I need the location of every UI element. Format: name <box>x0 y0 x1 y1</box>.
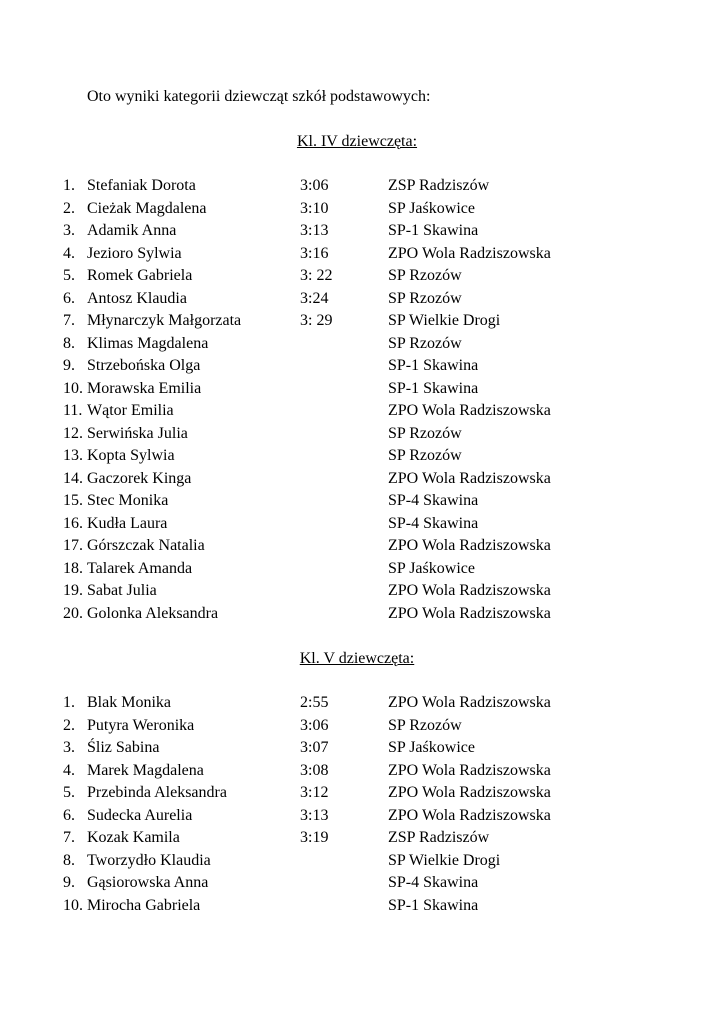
result-place: 8. <box>63 851 75 869</box>
result-row <box>0 805 724 828</box>
result-row <box>0 850 724 873</box>
result-name: Jezioro Sylwia <box>87 244 182 262</box>
result-school: SP-4 Skawina <box>388 492 479 509</box>
result-name: Stec Monika <box>87 492 169 509</box>
result-place: 10. <box>63 896 83 914</box>
result-name: Kudła Laura <box>87 514 168 532</box>
result-school: ZPO Wola Radziszowska <box>388 784 551 801</box>
result-name: Stefaniak Dorota <box>87 177 196 194</box>
result-place: 1. <box>63 177 75 194</box>
result-row <box>0 355 724 378</box>
result-row <box>0 827 724 850</box>
result-school: SP Rzozów <box>388 289 462 307</box>
result-name: Śliz Sabina <box>87 739 160 756</box>
result-place: 16. <box>63 514 83 532</box>
result-time: 3:24 <box>300 289 329 307</box>
result-row <box>0 513 724 536</box>
result-name: Serwińska Julia <box>87 424 188 442</box>
result-name: Sabat Julia <box>87 582 157 599</box>
result-name: Gąsiorowska Anna <box>87 874 209 891</box>
intro-text: Oto wyniki kategorii dziewcząt szkół podstawowych: <box>87 88 431 105</box>
result-name: Wątor Emilia <box>87 402 174 419</box>
result-time: 3:08 <box>300 761 329 779</box>
result-time: 3:13 <box>300 222 329 239</box>
result-name: Cieżak Magdalena <box>87 199 207 217</box>
result-row <box>0 490 724 513</box>
result-name: Antosz Klaudia <box>87 289 187 307</box>
result-name: Putyra Weronika <box>87 716 195 734</box>
result-row <box>0 872 724 895</box>
result-time: 3:13 <box>300 806 329 824</box>
result-time: 3: 22 <box>300 267 333 284</box>
result-name: Morawska Emilia <box>87 379 202 397</box>
result-name: Strzebońska Olga <box>87 357 201 374</box>
result-school: SP Jaśkowice <box>388 559 475 577</box>
result-place: 2. <box>63 716 75 734</box>
result-time: 3:06 <box>300 177 329 194</box>
result-school: ZPO Wola Radziszowska <box>388 582 551 599</box>
result-row <box>0 243 724 266</box>
result-place: 6. <box>63 806 75 824</box>
result-place: 2. <box>63 199 75 217</box>
result-school: SP Rzozów <box>388 424 462 442</box>
result-school: ZPO Wola Radziszowska <box>388 806 551 824</box>
result-row <box>0 400 724 423</box>
result-time: 2:55 <box>300 694 329 711</box>
result-row <box>0 220 724 243</box>
result-place: 19. <box>63 582 83 599</box>
result-name: Górszczak Natalia <box>87 537 205 554</box>
result-name: Kozak Kamila <box>87 829 180 846</box>
result-place: 7. <box>63 312 75 329</box>
result-name: Klimas Magdalena <box>87 334 209 352</box>
result-row <box>0 310 724 333</box>
result-place: 5. <box>63 784 75 801</box>
result-row <box>0 265 724 288</box>
result-school: ZPO Wola Radziszowska <box>388 244 551 262</box>
result-school: ZSP Radziszów <box>388 829 490 846</box>
result-place: 6. <box>63 289 75 307</box>
result-place: 17. <box>63 537 83 554</box>
result-school: SP Rzozów <box>388 267 462 284</box>
result-time: 3:07 <box>300 739 329 756</box>
result-time: 3:10 <box>300 199 329 217</box>
result-place: 18. <box>63 559 83 577</box>
result-place: 13. <box>63 447 83 464</box>
result-name: Młynarczyk Małgorzata <box>87 312 242 329</box>
result-time: 3:19 <box>300 829 329 846</box>
result-school: ZPO Wola Radziszowska <box>388 694 551 711</box>
result-place: 9. <box>63 874 75 891</box>
results-list-kl-iv <box>0 175 724 625</box>
result-row <box>0 692 724 715</box>
section-title-kl-iv: Kl. IV dziewczęta: <box>296 133 418 150</box>
result-row <box>0 445 724 468</box>
result-row <box>0 535 724 558</box>
result-place: 11. <box>63 402 83 419</box>
result-place: 8. <box>63 334 75 352</box>
result-school: SP-1 Skawina <box>388 896 479 914</box>
result-school: SP-1 Skawina <box>388 357 479 374</box>
result-name: Marek Magdalena <box>87 761 204 779</box>
result-name: Kopta Sylwia <box>87 447 175 464</box>
result-school: ZPO Wola Radziszowska <box>388 537 551 554</box>
result-name: Talarek Amanda <box>87 559 193 577</box>
result-time: 3:12 <box>300 784 329 801</box>
result-row <box>0 558 724 581</box>
result-place: 4. <box>63 244 75 262</box>
result-time: 3:06 <box>300 716 329 734</box>
result-row <box>0 715 724 738</box>
result-time: 3:16 <box>300 244 329 262</box>
result-name: Adamik Anna <box>87 222 177 239</box>
result-school: SP Jaśkowice <box>388 739 475 756</box>
result-row <box>0 378 724 401</box>
result-place: 5. <box>63 267 75 284</box>
result-school: SP-1 Skawina <box>388 379 479 397</box>
result-school: SP-1 Skawina <box>388 222 479 239</box>
result-place: 7. <box>63 829 75 846</box>
result-school: ZPO Wola Radziszowska <box>388 402 551 419</box>
result-time: 3: 29 <box>300 312 333 329</box>
result-school: ZPO Wola Radziszowska <box>388 469 551 487</box>
result-row <box>0 423 724 446</box>
result-school: SP Jaśkowice <box>388 199 475 217</box>
result-school: ZPO Wola Radziszowska <box>388 761 551 779</box>
result-school: SP-4 Skawina <box>388 514 479 532</box>
result-place: 3. <box>63 222 75 239</box>
result-row <box>0 580 724 603</box>
result-row <box>0 737 724 760</box>
result-school: SP Wielkie Drogi <box>388 851 501 869</box>
result-school: SP Rzozów <box>388 447 462 464</box>
result-school: ZSP Radziszów <box>388 177 490 194</box>
result-school: SP Wielkie Drogi <box>388 312 501 329</box>
result-name: Tworzydło Klaudia <box>87 851 211 869</box>
result-school: SP-4 Skawina <box>388 874 479 891</box>
result-school: ZPO Wola Radziszowska <box>388 604 551 622</box>
result-place: 12. <box>63 424 83 442</box>
result-place: 14. <box>63 469 83 487</box>
result-place: 15. <box>63 492 83 509</box>
section-title-kl-v: Kl. V dziewczęta: <box>299 650 415 667</box>
result-name: Sudecka Aurelia <box>87 806 193 824</box>
result-row <box>0 288 724 311</box>
result-place: 1. <box>63 694 75 711</box>
result-row <box>0 198 724 221</box>
result-name: Blak Monika <box>87 694 171 711</box>
result-school: SP Rzozów <box>388 334 462 352</box>
result-place: 10. <box>63 379 83 397</box>
result-name: Gaczorek Kinga <box>87 469 192 487</box>
result-row <box>0 895 724 918</box>
result-row <box>0 175 724 198</box>
result-place: 3. <box>63 739 75 756</box>
result-name: Mirocha Gabriela <box>87 896 201 914</box>
result-place: 4. <box>63 761 75 779</box>
result-row <box>0 333 724 356</box>
result-name: Romek Gabriela <box>87 267 193 284</box>
result-row <box>0 468 724 491</box>
result-row <box>0 760 724 783</box>
result-name: Golonka Aleksandra <box>87 604 219 622</box>
result-row <box>0 603 724 626</box>
result-row <box>0 782 724 805</box>
results-list-kl-v <box>0 692 724 917</box>
result-place: 9. <box>63 357 75 374</box>
result-name: Przebinda Aleksandra <box>87 784 227 801</box>
result-place: 20. <box>63 604 83 622</box>
result-school: SP Rzozów <box>388 716 462 734</box>
